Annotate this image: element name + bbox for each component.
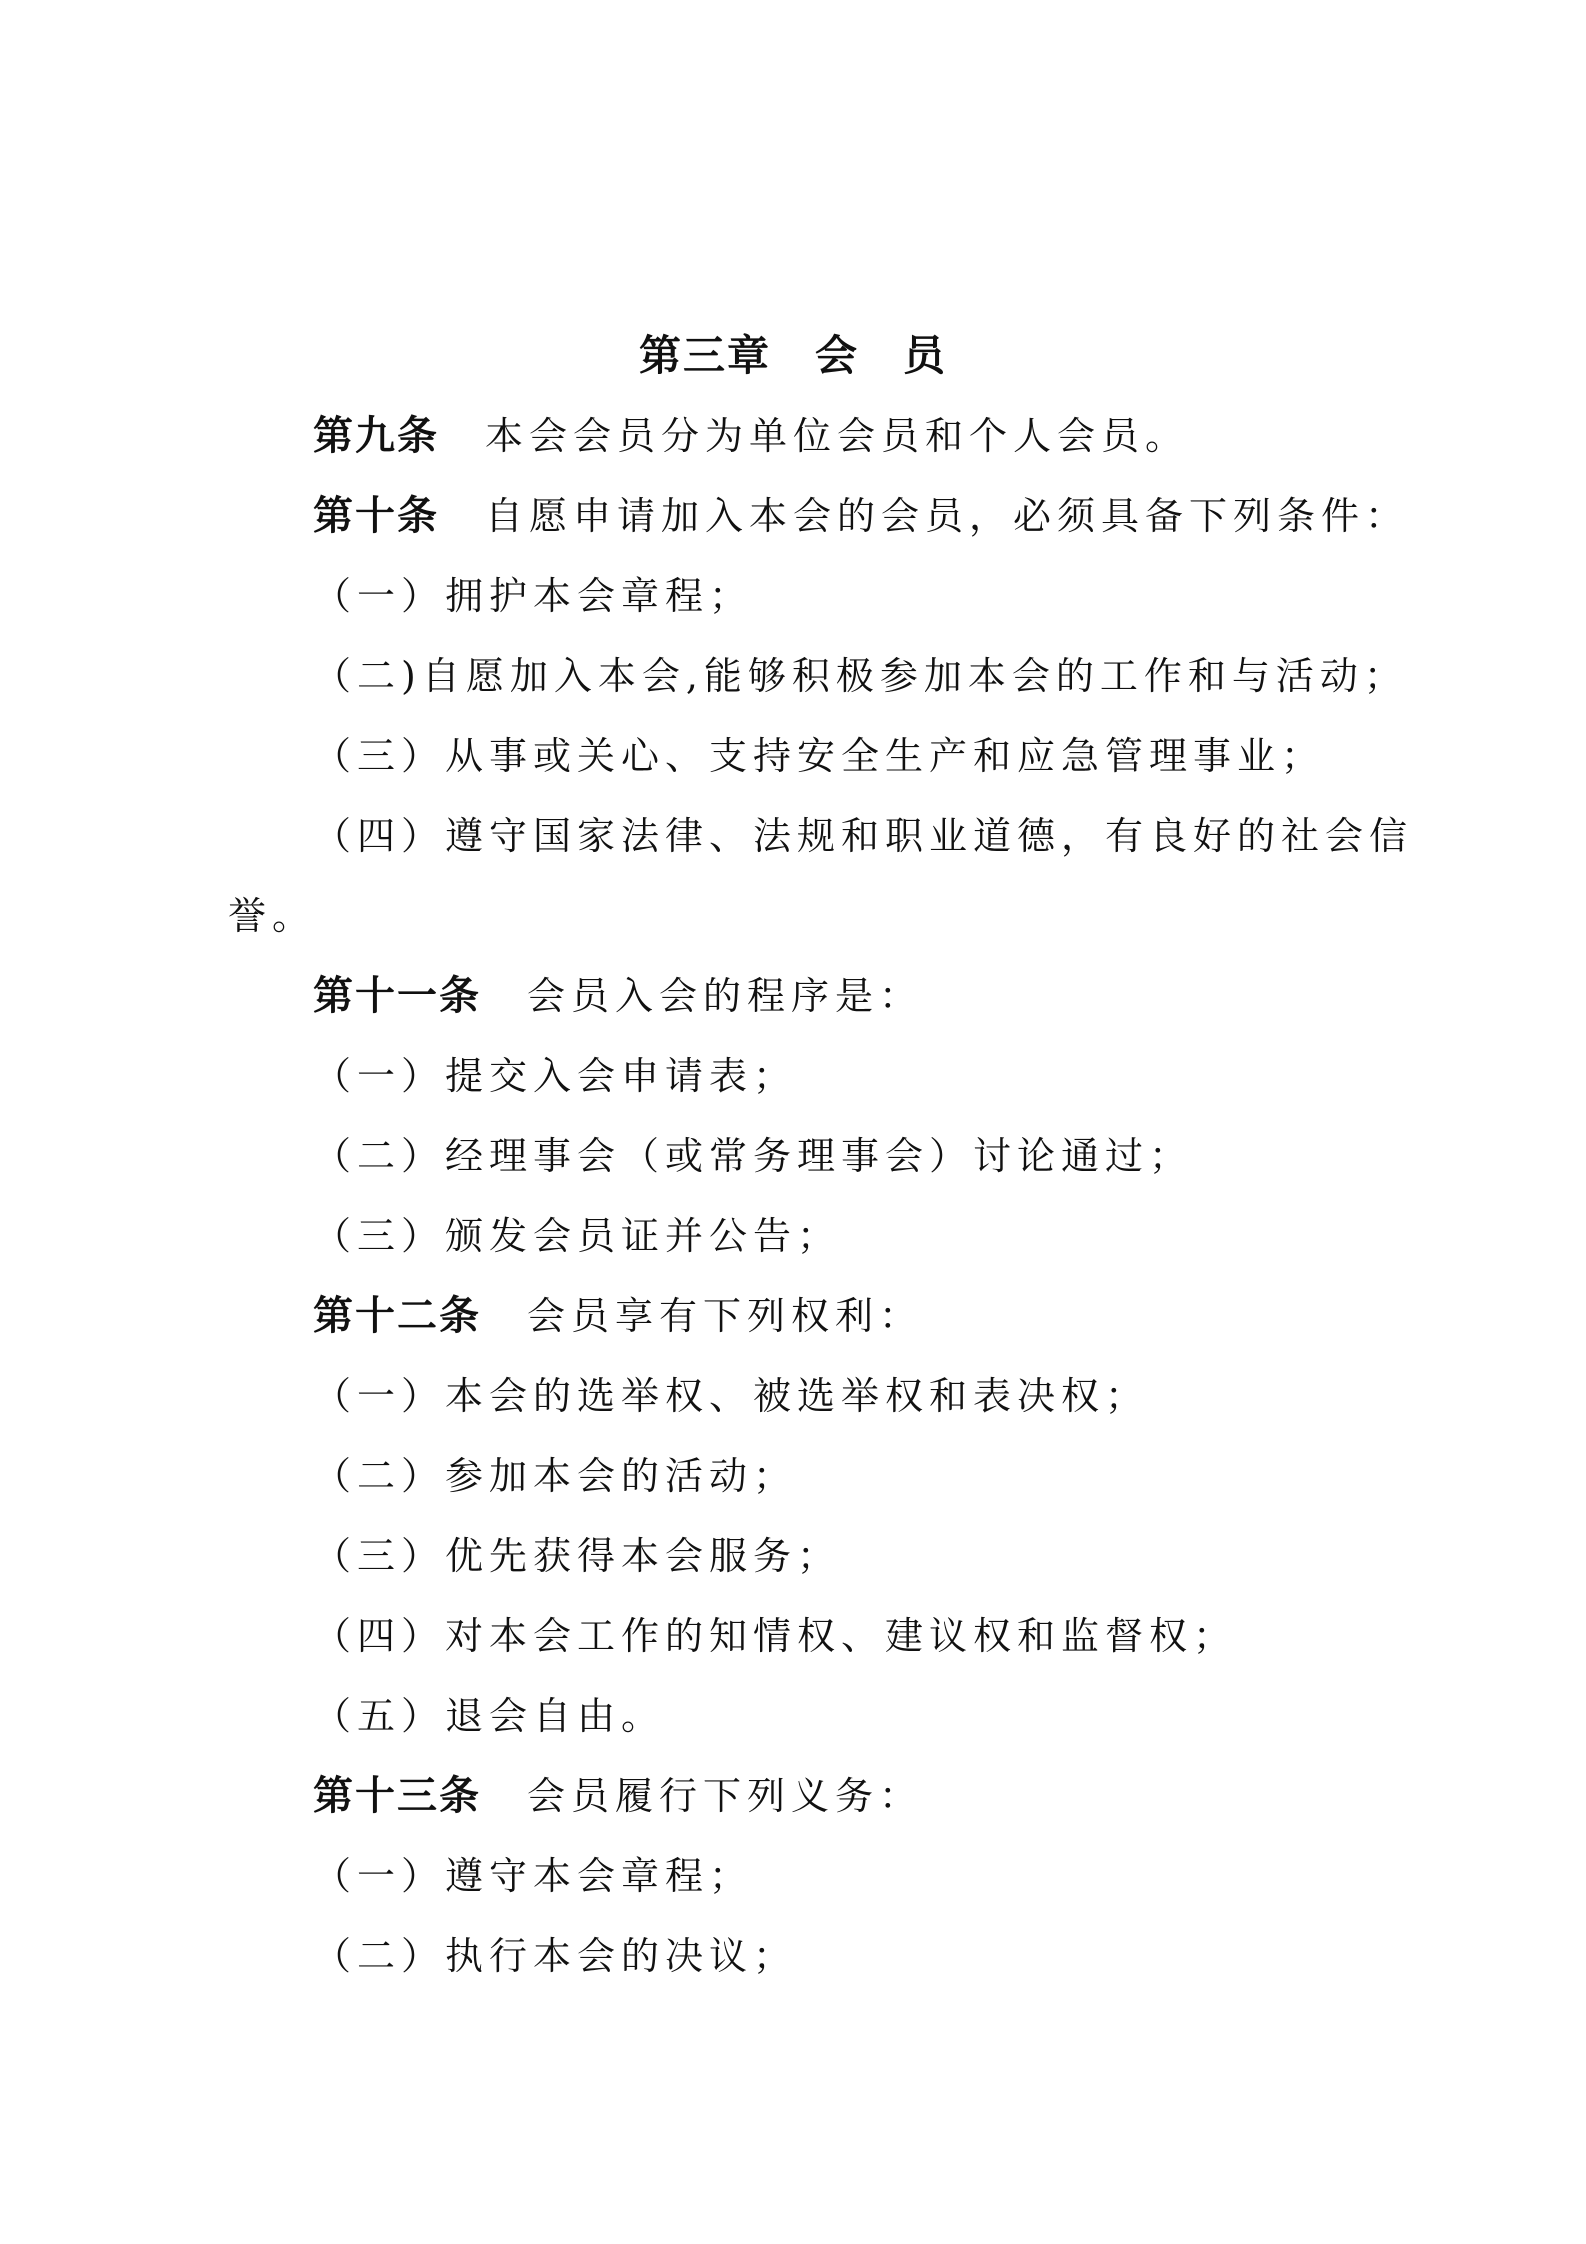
article-12-item-4: （四）对本会工作的知情权、建议权和监督权； xyxy=(313,1614,1238,1658)
article-11-label: 第十一条 xyxy=(313,973,481,1019)
article-12-label: 第十二条 xyxy=(313,1293,481,1339)
article-10-item-4-continued: 誉。 xyxy=(228,894,317,938)
article-12 xyxy=(313,1288,923,1344)
article-11-item-2: （二）经理事会（或常务理事会）讨论通过； xyxy=(313,1134,1194,1178)
article-10-item-3: （三）从事或关心、支持安全生产和应急管理事业； xyxy=(313,734,1326,778)
article-12-item-1: （一）本会的选举权、被选举权和表决权； xyxy=(313,1374,1150,1418)
article-9-label: 第九条 xyxy=(313,413,439,459)
article-10-item-1: （一）拥护本会章程； xyxy=(313,574,754,618)
article-11-text: 会员入会的程序是： xyxy=(527,974,924,1018)
article-10 xyxy=(313,488,1409,544)
article-13-item-2: （二）执行本会的决议； xyxy=(313,1934,798,1978)
chapter-title: 第三章 会 员 xyxy=(638,331,947,380)
article-11-item-3: （三）颁发会员证并公告； xyxy=(313,1214,842,1258)
article-9-text: 本会会员分为单位会员和个人会员。 xyxy=(485,414,1190,458)
article-9 xyxy=(313,408,1189,464)
article-13-label: 第十三条 xyxy=(313,1773,481,1819)
article-12-item-3: （三）优先获得本会服务； xyxy=(313,1534,842,1578)
article-10-item-2: （二)自愿加入本会,能够积极参加本会的工作和与活动； xyxy=(313,654,1408,698)
article-12-item-5: （五）退会自由。 xyxy=(313,1694,666,1738)
article-11-item-1: （一）提交入会申请表； xyxy=(313,1054,798,1098)
article-13-text: 会员履行下列义务： xyxy=(527,1774,924,1818)
article-13 xyxy=(313,1768,923,1824)
article-11 xyxy=(313,968,923,1024)
article-12-text: 会员享有下列权利： xyxy=(527,1294,924,1338)
article-10-text: 自愿申请加入本会的会员，必须具备下列条件： xyxy=(485,494,1410,538)
article-13-item-1: （一）遵守本会章程； xyxy=(313,1854,754,1898)
article-10-label: 第十条 xyxy=(313,493,439,539)
article-10-item-4: （四）遵守国家法律、法规和职业道德，有良好的社会信 xyxy=(313,814,1414,858)
article-12-item-2: （二）参加本会的活动； xyxy=(313,1454,798,1498)
